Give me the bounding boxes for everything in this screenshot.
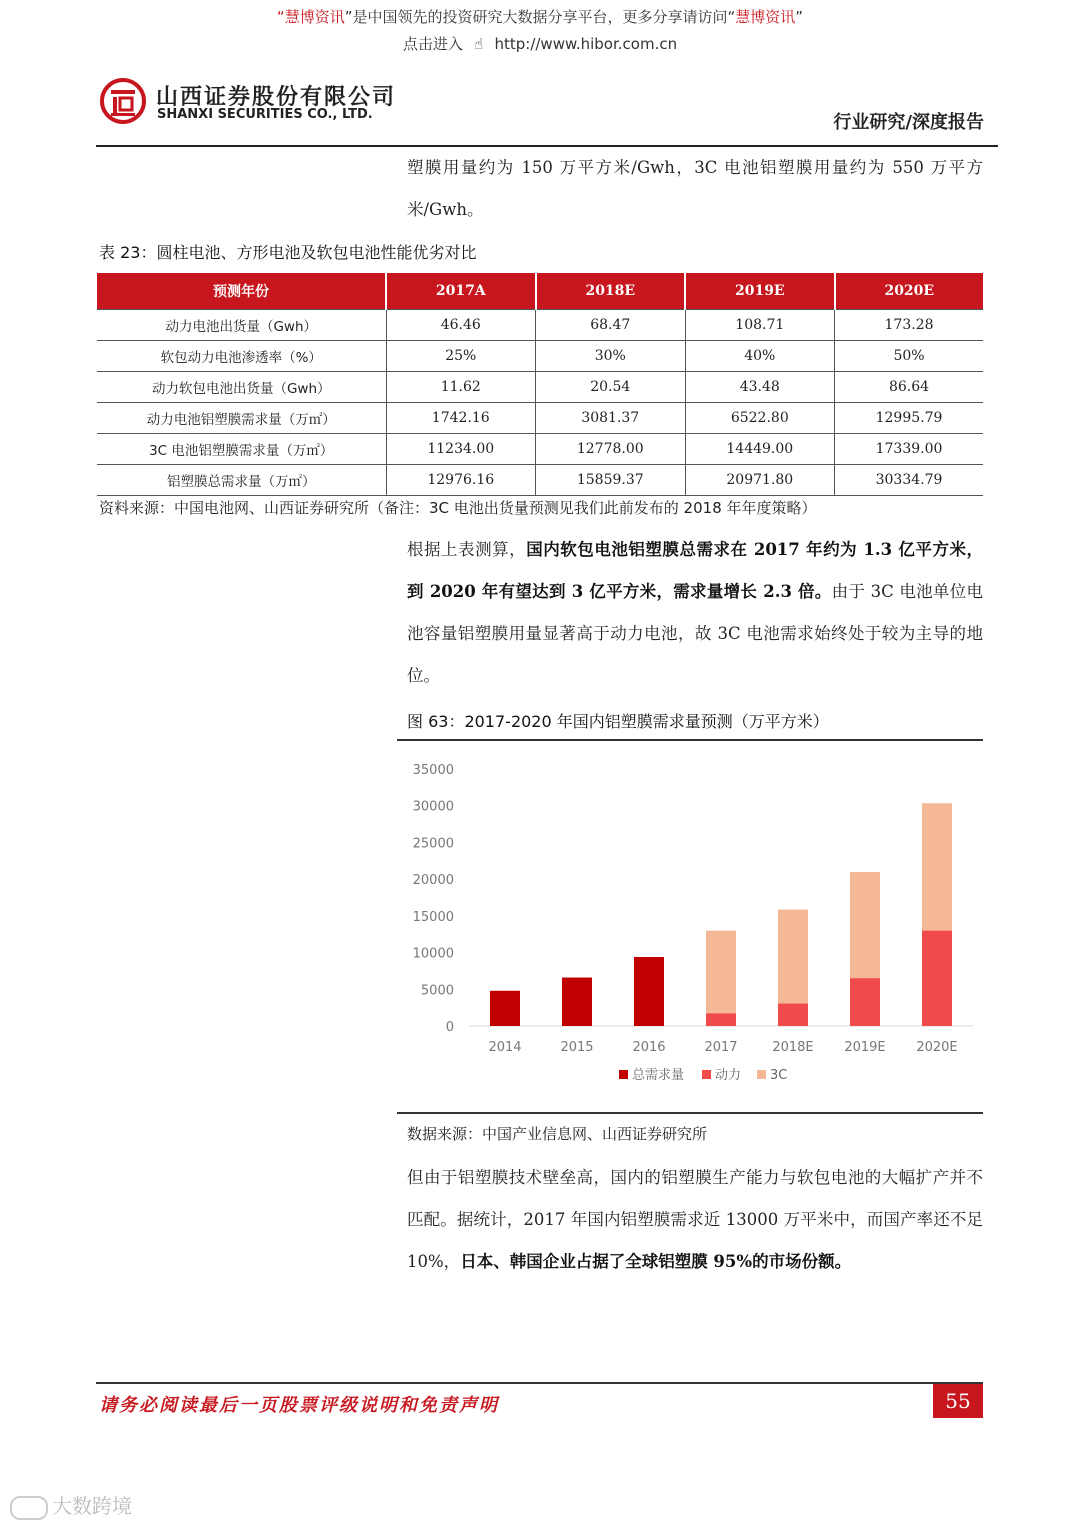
- table-cell: 86.64: [835, 372, 983, 403]
- y-tick-label: 20000: [412, 873, 454, 889]
- promo-link-row: [0, 33, 1080, 54]
- table-cell: 15859.37: [536, 465, 686, 496]
- table-cell: 30334.79: [835, 465, 983, 496]
- table-cell: 14449.00: [685, 434, 835, 465]
- legend-swatch: [619, 1070, 628, 1079]
- table-cell: 68.47: [536, 310, 686, 341]
- bar-动力: [922, 931, 952, 1026]
- x-tick-label: 2016: [632, 1040, 666, 1055]
- table-header-row: [97, 273, 983, 310]
- watermark: [10, 1490, 132, 1520]
- y-tick-label: 15000: [412, 909, 454, 925]
- bar-动力: [778, 1003, 808, 1026]
- legend-swatch: [757, 1070, 766, 1079]
- table-title: 表 23：圆柱电池、方形电池及软包电池性能优劣对比: [99, 243, 477, 262]
- table-header-cell: 预测年份: [97, 273, 386, 310]
- table-header-cell: 2019E: [685, 273, 835, 310]
- x-tick-label: 2019E: [844, 1040, 886, 1055]
- x-tick-label: 2017: [704, 1040, 738, 1055]
- table-cell: 17339.00: [835, 434, 983, 465]
- y-tick-label: 10000: [412, 946, 454, 962]
- table-cell: 50%: [835, 341, 983, 372]
- table-cell: 3081.37: [536, 403, 686, 434]
- paragraph-2-lead: 根据上表测算，: [407, 540, 527, 559]
- bar-总需求量: [490, 991, 520, 1026]
- watermark-text: 大数跨境: [52, 1494, 132, 1518]
- promo-banner: [0, 6, 1080, 27]
- table-header-cell: 2020E: [835, 273, 983, 310]
- paragraph-2-tail: 由于 3C 电池单位电池容量铝塑膜用量显著高于动力电池，故 3C 电池需求始终处于较为主导的地位。: [407, 582, 983, 685]
- figure-source: 数据来源：中国产业信息网、山西证券研究所: [407, 1125, 708, 1143]
- table-cell: 173.28: [835, 310, 983, 341]
- table-row: [97, 465, 983, 496]
- y-tick-label: 5000: [420, 983, 454, 999]
- promo-url-link[interactable]: http://www.hibor.com.cn: [494, 35, 678, 53]
- footer-divider: [96, 1382, 983, 1384]
- table-cell: 1742.16: [386, 403, 536, 434]
- table-cell: 20971.80: [685, 465, 835, 496]
- bar-3C: [778, 910, 808, 1004]
- promo-quote-end: ”: [795, 8, 804, 26]
- table-cell: 43.48: [685, 372, 835, 403]
- table-row: [97, 372, 983, 403]
- x-tick-label: 2020E: [916, 1040, 958, 1055]
- table-cell: 铝塑膜总需求量（万㎡）: [97, 465, 386, 496]
- table-cell: 46.46: [386, 310, 536, 341]
- table-row: [97, 434, 983, 465]
- table-cell: 25%: [386, 341, 536, 372]
- table-cell: 动力电池铝塑膜需求量（万㎡）: [97, 403, 386, 434]
- promo-click-text: 点击进入: [402, 35, 463, 53]
- company-logo-icon: [100, 78, 146, 124]
- table-cell: 12976.16: [386, 465, 536, 496]
- table-cell: 12995.79: [835, 403, 983, 434]
- bar-动力: [706, 1013, 736, 1026]
- table-cell: 20.54: [536, 372, 686, 403]
- table-cell: 软包动力电池渗透率（%）: [97, 341, 386, 372]
- table-row: [97, 310, 983, 341]
- legend-label: 总需求量: [632, 1068, 685, 1083]
- disclaimer-text: 请务必阅读最后一页股票评级说明和免责声明: [99, 1395, 499, 1416]
- paragraph-3-lead: 但由于铝塑膜技术壁垒高，国内的铝塑膜生产能力与软包电池的大幅扩产并不匹配。据统计，2017 年国内铝塑膜需求近 13000 万平米中，而国产率还不足 10%，: [407, 1168, 983, 1271]
- paragraph-2-bold: 国内软包电池铝塑膜总需求在 2017 年约为 1.3 亿平方米，到 2020 年有望达到 3 亿平方米，需求量增长 2.3 倍。: [407, 540, 983, 601]
- page-number: 55: [933, 1384, 983, 1418]
- figure-title: 图 63：2017-2020 年国内铝塑膜需求量预测（万平方米）: [407, 712, 829, 731]
- x-tick-label: 2018E: [772, 1040, 814, 1055]
- table-row: [97, 403, 983, 434]
- table-cell: 11.62: [386, 372, 536, 403]
- table-header-cell: 2017A: [386, 273, 536, 310]
- company-name-en: SHANXI SECURITIES CO., LTD.: [157, 107, 373, 122]
- table-cell: 动力电池出货量（Gwh）: [97, 310, 386, 341]
- table-cell: 108.71: [685, 310, 835, 341]
- bar-3C: [850, 872, 880, 978]
- bar-3C: [922, 803, 952, 930]
- company-name-cn: 山西证券股份有限公司: [156, 85, 397, 110]
- promo-brand[interactable]: 慧博资讯: [284, 8, 345, 26]
- table-cell: 40%: [685, 341, 835, 372]
- y-tick-label: 30000: [412, 799, 454, 815]
- bar-3C: [706, 931, 736, 1013]
- paragraph-2: [407, 529, 983, 697]
- y-tick-label: 0: [445, 1020, 454, 1035]
- table-cell: 6522.80: [685, 403, 835, 434]
- table-cell: 动力软包电池出货量（Gwh）: [97, 372, 386, 403]
- x-tick-label: 2015: [560, 1040, 594, 1055]
- legend-swatch: [702, 1070, 711, 1079]
- forecast-table: [97, 273, 983, 496]
- promo-brand-2[interactable]: 慧博资讯: [735, 8, 796, 26]
- table-cell: 12778.00: [536, 434, 686, 465]
- pointer-hand-icon: ☝: [474, 35, 484, 53]
- promo-quote-open: “: [276, 8, 285, 26]
- chart-frame: [397, 739, 983, 1114]
- report-type: 行业研究/深度报告: [833, 112, 984, 133]
- paragraph-3-bold: 日本、韩国企业占据了全球铝塑膜 95%的市场份额。: [460, 1252, 852, 1271]
- table-source: 资料来源：中国电池网、山西证券研究所（备注：3C 电池出货量预测见我们此前发布的 2018 年年度策略）: [99, 499, 817, 517]
- table-cell: 3C 电池铝塑膜需求量（万㎡）: [97, 434, 386, 465]
- demand-bar-chart: [397, 741, 983, 1112]
- table-cell: 11234.00: [386, 434, 536, 465]
- bar-总需求量: [634, 957, 664, 1026]
- y-tick-label: 25000: [412, 836, 454, 852]
- promo-text: ”是中国领先的投资研究大数据分享平台，更多分享请访问“: [344, 8, 736, 26]
- watermark-logo-icon: [10, 1496, 48, 1520]
- y-tick-label: 35000: [412, 763, 454, 778]
- bar-总需求量: [562, 978, 592, 1026]
- legend-label: 3C: [770, 1068, 788, 1083]
- bar-动力: [850, 978, 880, 1026]
- paragraph-3: [407, 1157, 983, 1283]
- legend-label: 动力: [715, 1068, 742, 1083]
- table-cell: 30%: [536, 341, 686, 372]
- table-row: [97, 341, 983, 372]
- paragraph-1: 塑膜用量约为 150 万平方米/Gwh，3C 电池铝塑膜用量约为 550 万平方米/Gwh。: [407, 158, 983, 219]
- table-header-cell: 2018E: [536, 273, 686, 310]
- x-tick-label: 2014: [488, 1040, 522, 1055]
